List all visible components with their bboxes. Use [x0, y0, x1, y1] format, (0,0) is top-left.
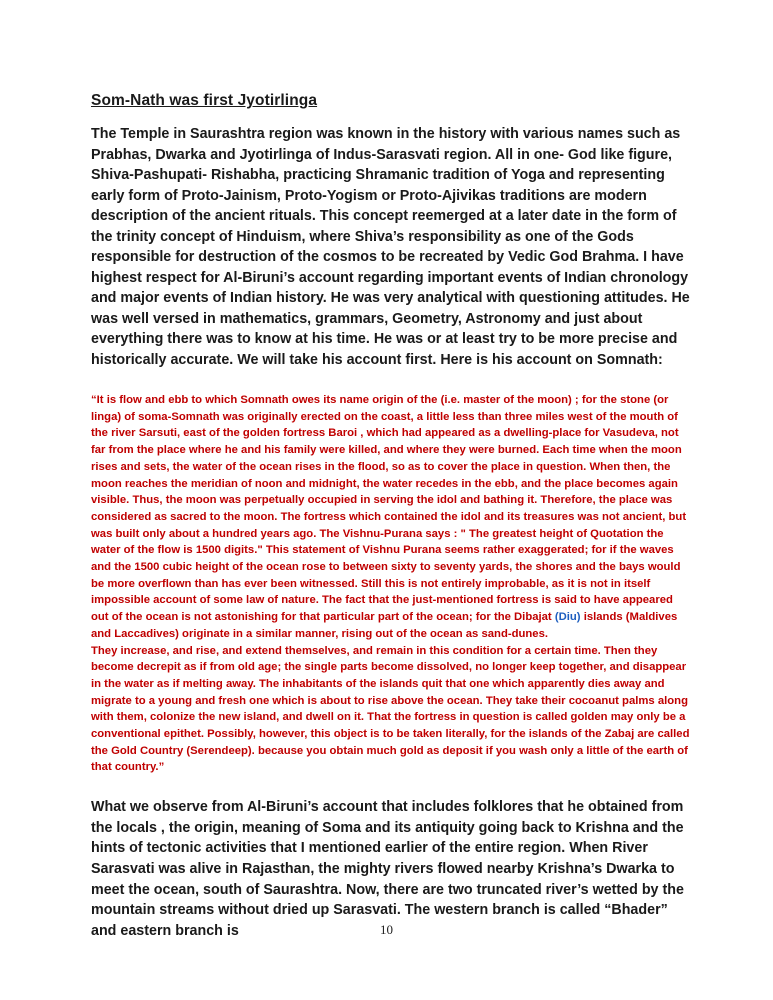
page-number: 10 [380, 922, 393, 937]
al-biruni-quote [91, 392, 691, 776]
intro-paragraph: The Temple in Saurashtra region was known in the history with various names such as Prabhas, Dwarka and Jyotirlinga of Indus-Sarasvati region. All in one- God like figure, Shiva-Pashupati- Rishabha, practicing Shramanic tradition of Yoga and representing early form of Proto-Jainism, Proto-Yogism or Proto-Ajivikas traditions are modern description of the ancient rituals. This concept reemerged at a later date in the form of the trinity concept of Hinduism, where Shiva’s responsibility as one of the Gods responsible for destruction of the cosmos to be recreated by Vedic God Brahma. I have highest respect for Al-Biruni’s account regarding important events of Indian chronology and major events of Indian history. He was very analytical with questioning attitudes. He was well versed in mathematics, grammars, Geometry, Astronomy and just about everything there was to know at his time. He was or at least try to be more precise and historically accurate. We will take his account first. Here is his account on Somnath: [91, 126, 690, 368]
quote-diu-highlight: (Diu) [554, 611, 581, 624]
quote-text-part2: islands (Maldives and Laccadives) originate in a similar manner, rising out of the ocean as sand-dunes. [91, 611, 678, 640]
analysis-paragraph: What we observe from Al-Biruni’s account that includes folklores that he obtained from the locals , the origin, meaning of Soma and its antiquity going back to Krishna and the hints of tectonic activities that I mentioned earlier of the entire region. When River Sarasvati was alive in Rajasthan, the mighty rivers flowed nearby Krishna’s Dwarka to meet the ocean, south of Saurashtra. Now, there are two truncated river’s wetted by the mountain streams without dried up Sarasvati. The western branch is called “Bhader” and eastern branch is [91, 799, 684, 939]
quote-text-part3: They increase, and rise, and extend themselves, and remain in this condition for a certain time. Then they become decrepit as if from old age; the single parts become dissolved, no longer keep together, and disappear in the water as if melting away. The inhabitants of the islands quit that one which apparently dies away and migrate to a young and fresh one which is about to rise above the ocean. They take their cocoanut palms along with them, colonize the new island, and dwell on it. That the fortress in question is called golden may only be a conventional epithet. Possibly, however, this object is to be taken literally, for the islands of the Zabaj are called the Gold Country (Serendeep). because you obtain much gold as deposit if you wash only a little of the earth of that country.” [91, 644, 690, 774]
quote-text-part1: “It is flow and ebb to which Somnath owes its name origin of the (i.e. master of the moon) ; for the stone (or linga) of soma-Somnath was originally erected on the coast, a little less than three miles west of the mouth of the river Sarsuti, east of the golden fortress Baroi , which had appeared as a dwelling-place for Vasudeva, not far from the place where he and his family were killed, and where they were burned. Each time when the moon rises and sets, the water of the ocean rises in the flood, so as to cover the place in question. When then, the moon reaches the meridian of noon and midnight, the water recedes in the ebb, and the place becomes again visible. Thus, the moon was perpetually occupied in serving the idol and bathing it. Therefore, the place was considered as sacred to the moon. The fortress which contained the idol and its treasures was not ancient, but was built only about a hundred years ago. The Vishnu-Purana says : " The greatest height of Quotation the water of the flow is 1500 digits." This statement of Vishnu Purana seems rather exaggerated; for if the waves and the 1500 cubic height of the ocean rose to between sixty to seventy yards, the shores and the bays would be more overflown than has ever been witnessed. Still this is not entirely improbable, as it is not in itself impossible account of some law of nature. The fact that the just-mentioned fortress is said to have appeared out of the ocean is not astonishing for that particular part of the ocean; for the Dibajat [91, 394, 687, 624]
section-title: Som-Nath was first Jyotirlinga [91, 92, 318, 109]
document-page [91, 92, 691, 941]
